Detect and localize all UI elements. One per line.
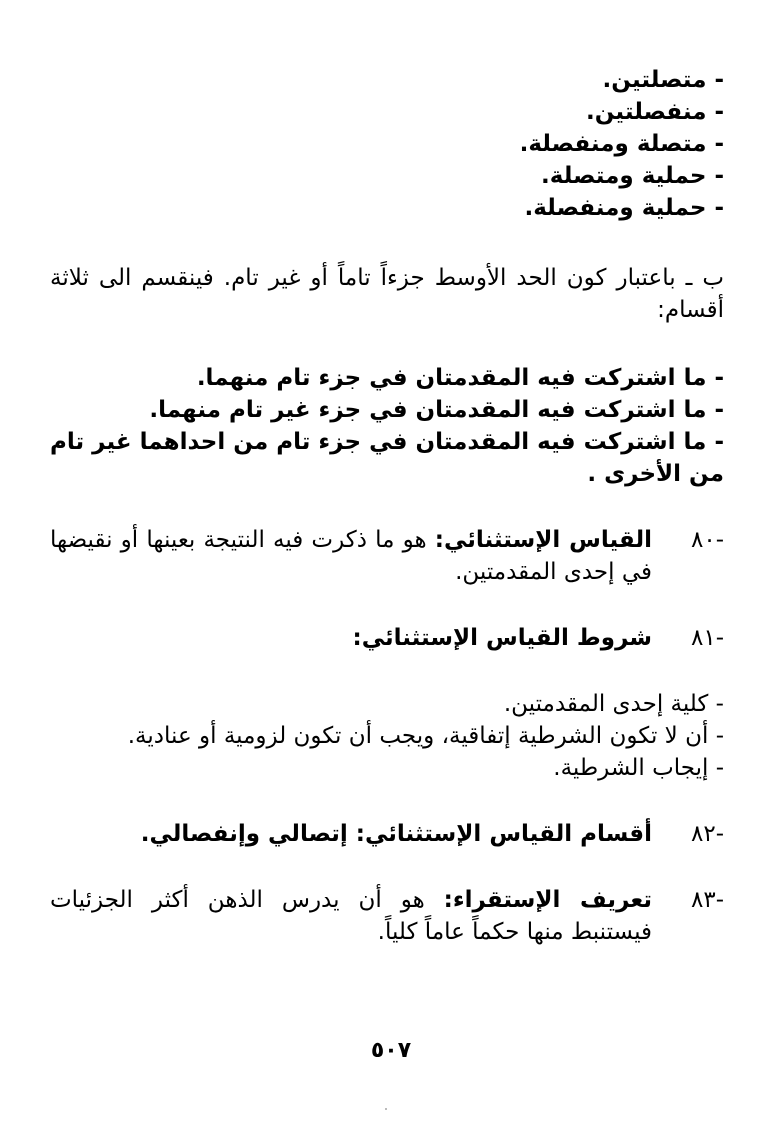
list-item: - متصلتين.: [602, 67, 724, 93]
list-a: [50, 64, 724, 224]
list-item: - ما اشتركت فيه المقدمتان في جزء غير تام منهما.: [149, 397, 724, 423]
list-item: - متصلة ومنفصلة.: [519, 131, 724, 157]
item-term: شروط القياس الإستثنائي:: [352, 625, 652, 651]
item-term: أقسام القياس الإستثنائي: إتصالي وإنفصالي.: [140, 821, 652, 847]
list-c: [50, 688, 724, 784]
section-b-paragraph: ب ـ باعتبار كون الحد الأوسط جزءاً تاماً أو غير تام. فينقسم الى ثلاثة أقسام:: [50, 265, 724, 323]
item-body: [50, 524, 652, 588]
scan-mark: [385, 1108, 387, 1110]
item-text: هو أن يدرس الذهن أكثر الجزئيات فيستنبط منها حكماً عاماً كلياً.: [50, 887, 652, 945]
list-item: - منفصلتين.: [586, 99, 724, 125]
item-number: -٨٠: [690, 527, 724, 553]
list-item: - أن لا تكون الشرطية إتفاقية، ويجب أن تكون لزومية أو عنادية.: [127, 723, 724, 749]
list-item: - حملية ومتصلة.: [541, 163, 724, 189]
item-term: القياس الإستثنائي:: [434, 527, 652, 553]
page-number: ٥٠٧: [370, 1038, 412, 1063]
list-item: - ما اشتركت فيه المقدمتان في جزء تام من احداهما غير تام من الأخرى .: [50, 429, 724, 487]
item-number: -٨٣: [690, 887, 724, 913]
list-b: [50, 362, 724, 490]
item-83: [50, 884, 724, 948]
list-item: - إيجاب الشرطية.: [553, 755, 724, 781]
item-term: تعريف الإستقراء:: [443, 887, 652, 913]
item-81: [50, 622, 724, 654]
list-item: - حملية ومنفصلة.: [524, 195, 724, 221]
document-page: [50, 64, 724, 948]
item-text: هو ما ذكرت فيه النتيجة بعينها أو نقيضها في إحدى المقدمتين.: [50, 527, 652, 585]
item-body: [50, 622, 652, 654]
item-number: -٨١: [690, 625, 724, 651]
list-item: - كلية إحدى المقدمتين.: [503, 691, 724, 717]
item-body: [50, 884, 652, 948]
item-body: [50, 818, 652, 850]
item-80: [50, 524, 724, 588]
list-item: - ما اشتركت فيه المقدمتان في جزء تام منهما.: [196, 365, 724, 391]
item-number: -٨٢: [690, 821, 724, 847]
item-82: [50, 818, 724, 850]
